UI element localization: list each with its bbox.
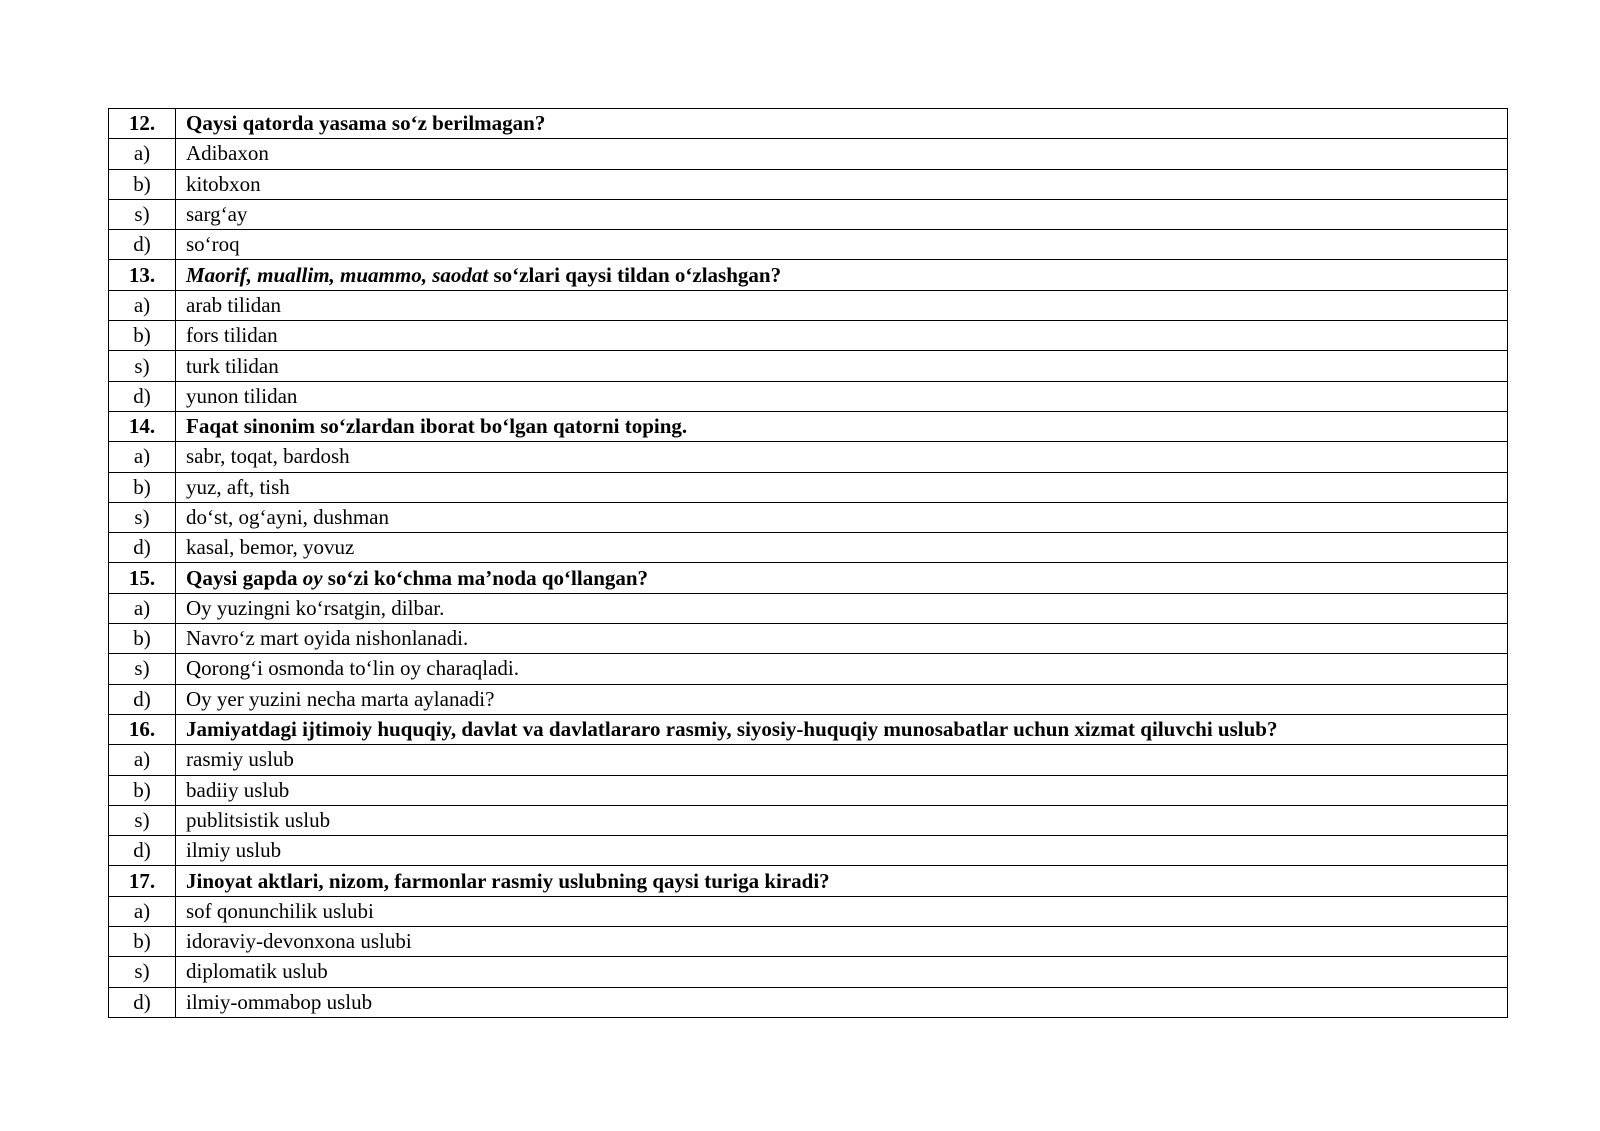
question-segment: so‘zi ko‘chma ma’noda qo‘llangan? xyxy=(322,565,649,590)
option-row xyxy=(109,442,1508,472)
option-label: a) xyxy=(109,139,176,169)
option-row xyxy=(109,593,1508,623)
question-text xyxy=(176,866,1508,896)
question-text xyxy=(176,714,1508,744)
option-label: d) xyxy=(109,987,176,1017)
option-row xyxy=(109,896,1508,926)
option-row xyxy=(109,139,1508,169)
option-text: rasmiy uslub xyxy=(176,745,1508,775)
option-row xyxy=(109,230,1508,260)
option-label: d) xyxy=(109,533,176,563)
question-row xyxy=(109,109,1508,139)
question-number: 14. xyxy=(109,411,176,441)
option-row xyxy=(109,381,1508,411)
option-row xyxy=(109,321,1508,351)
option-text: yuz, aft, tish xyxy=(176,472,1508,502)
option-text: yunon tilidan xyxy=(176,381,1508,411)
option-text: Oy yuzingni ko‘rsatgin, dilbar. xyxy=(176,593,1508,623)
question-segment: Faqat sinonim so‘zlardan iborat bo‘lgan qatorni toping. xyxy=(186,414,688,439)
question-number: 15. xyxy=(109,563,176,593)
option-row xyxy=(109,775,1508,805)
option-row xyxy=(109,169,1508,199)
question-row xyxy=(109,714,1508,744)
option-row xyxy=(109,290,1508,320)
question-row xyxy=(109,260,1508,290)
question-text xyxy=(176,411,1508,441)
option-text: do‘st, og‘ayni, dushman xyxy=(176,502,1508,532)
option-label: d) xyxy=(109,230,176,260)
option-label: a) xyxy=(109,896,176,926)
option-label: b) xyxy=(109,927,176,957)
option-text: Navro‘z mart oyida nishonlanadi. xyxy=(176,624,1508,654)
question-number: 17. xyxy=(109,866,176,896)
option-row xyxy=(109,654,1508,684)
option-text: kitobxon xyxy=(176,169,1508,199)
option-label: s) xyxy=(109,199,176,229)
option-row xyxy=(109,472,1508,502)
option-label: a) xyxy=(109,745,176,775)
option-text: idoraviy-devonxona uslubi xyxy=(176,927,1508,957)
option-text: badiiy uslub xyxy=(176,775,1508,805)
question-italic-segment: Maorif, muallim, muammo, saodat xyxy=(186,262,489,287)
option-label: b) xyxy=(109,775,176,805)
quiz-table-body xyxy=(109,109,1508,1018)
option-text: diplomatik uslub xyxy=(176,957,1508,987)
option-row xyxy=(109,624,1508,654)
question-text xyxy=(176,109,1508,139)
option-label: b) xyxy=(109,169,176,199)
question-number: 16. xyxy=(109,714,176,744)
option-label: d) xyxy=(109,836,176,866)
option-text: Qorong‘i osmonda to‘lin oy charaqladi. xyxy=(176,654,1508,684)
option-label: d) xyxy=(109,381,176,411)
option-label: a) xyxy=(109,593,176,623)
question-number: 13. xyxy=(109,260,176,290)
option-label: a) xyxy=(109,442,176,472)
option-label: b) xyxy=(109,321,176,351)
question-row xyxy=(109,411,1508,441)
option-text: turk tilidan xyxy=(176,351,1508,381)
option-label: s) xyxy=(109,502,176,532)
option-text: sarg‘ay xyxy=(176,199,1508,229)
question-segment: Jinoyat aktlari, nizom, farmonlar rasmiy uslubning qaysi turiga kiradi? xyxy=(186,868,830,893)
question-segment: Jamiyatdagi ijtimoiy huquqiy, davlat va davlatlararo rasmiy, siyosiy-huquqiy munosabatlar uchun xizmat qiluvchi uslub? xyxy=(186,717,1278,742)
option-text: Adibaxon xyxy=(176,139,1508,169)
option-label: b) xyxy=(109,472,176,502)
option-label: s) xyxy=(109,957,176,987)
option-text: ilmiy-ommabop uslub xyxy=(176,987,1508,1017)
option-row xyxy=(109,805,1508,835)
option-label: s) xyxy=(109,805,176,835)
question-segment: so‘zlari qaysi tildan o‘zlashgan? xyxy=(488,262,782,287)
option-row xyxy=(109,684,1508,714)
option-text: kasal, bemor, yovuz xyxy=(176,533,1508,563)
option-row xyxy=(109,533,1508,563)
option-label: s) xyxy=(109,351,176,381)
question-segment: Qaysi qatorda yasama so‘z berilmagan? xyxy=(186,111,546,136)
quiz-table xyxy=(108,108,1508,1018)
option-text: Oy yer yuzini necha marta aylanadi? xyxy=(176,684,1508,714)
option-text: so‘roq xyxy=(176,230,1508,260)
option-label: s) xyxy=(109,654,176,684)
option-text: sof qonunchilik uslubi xyxy=(176,896,1508,926)
option-text: fors tilidan xyxy=(176,321,1508,351)
option-row xyxy=(109,502,1508,532)
option-label: d) xyxy=(109,684,176,714)
option-text: publitsistik uslub xyxy=(176,805,1508,835)
option-text: sabr, toqat, bardosh xyxy=(176,442,1508,472)
option-row xyxy=(109,745,1508,775)
option-row xyxy=(109,199,1508,229)
question-text xyxy=(176,563,1508,593)
question-row xyxy=(109,563,1508,593)
question-italic-segment: oy xyxy=(302,565,323,590)
option-text: ilmiy uslub xyxy=(176,836,1508,866)
option-row xyxy=(109,957,1508,987)
option-row xyxy=(109,836,1508,866)
question-segment: Qaysi gapda xyxy=(186,565,303,590)
option-row xyxy=(109,987,1508,1017)
option-label: a) xyxy=(109,290,176,320)
question-number: 12. xyxy=(109,109,176,139)
option-row xyxy=(109,351,1508,381)
option-label: b) xyxy=(109,624,176,654)
question-row xyxy=(109,866,1508,896)
option-row xyxy=(109,927,1508,957)
option-text: arab tilidan xyxy=(176,290,1508,320)
question-text xyxy=(176,260,1508,290)
